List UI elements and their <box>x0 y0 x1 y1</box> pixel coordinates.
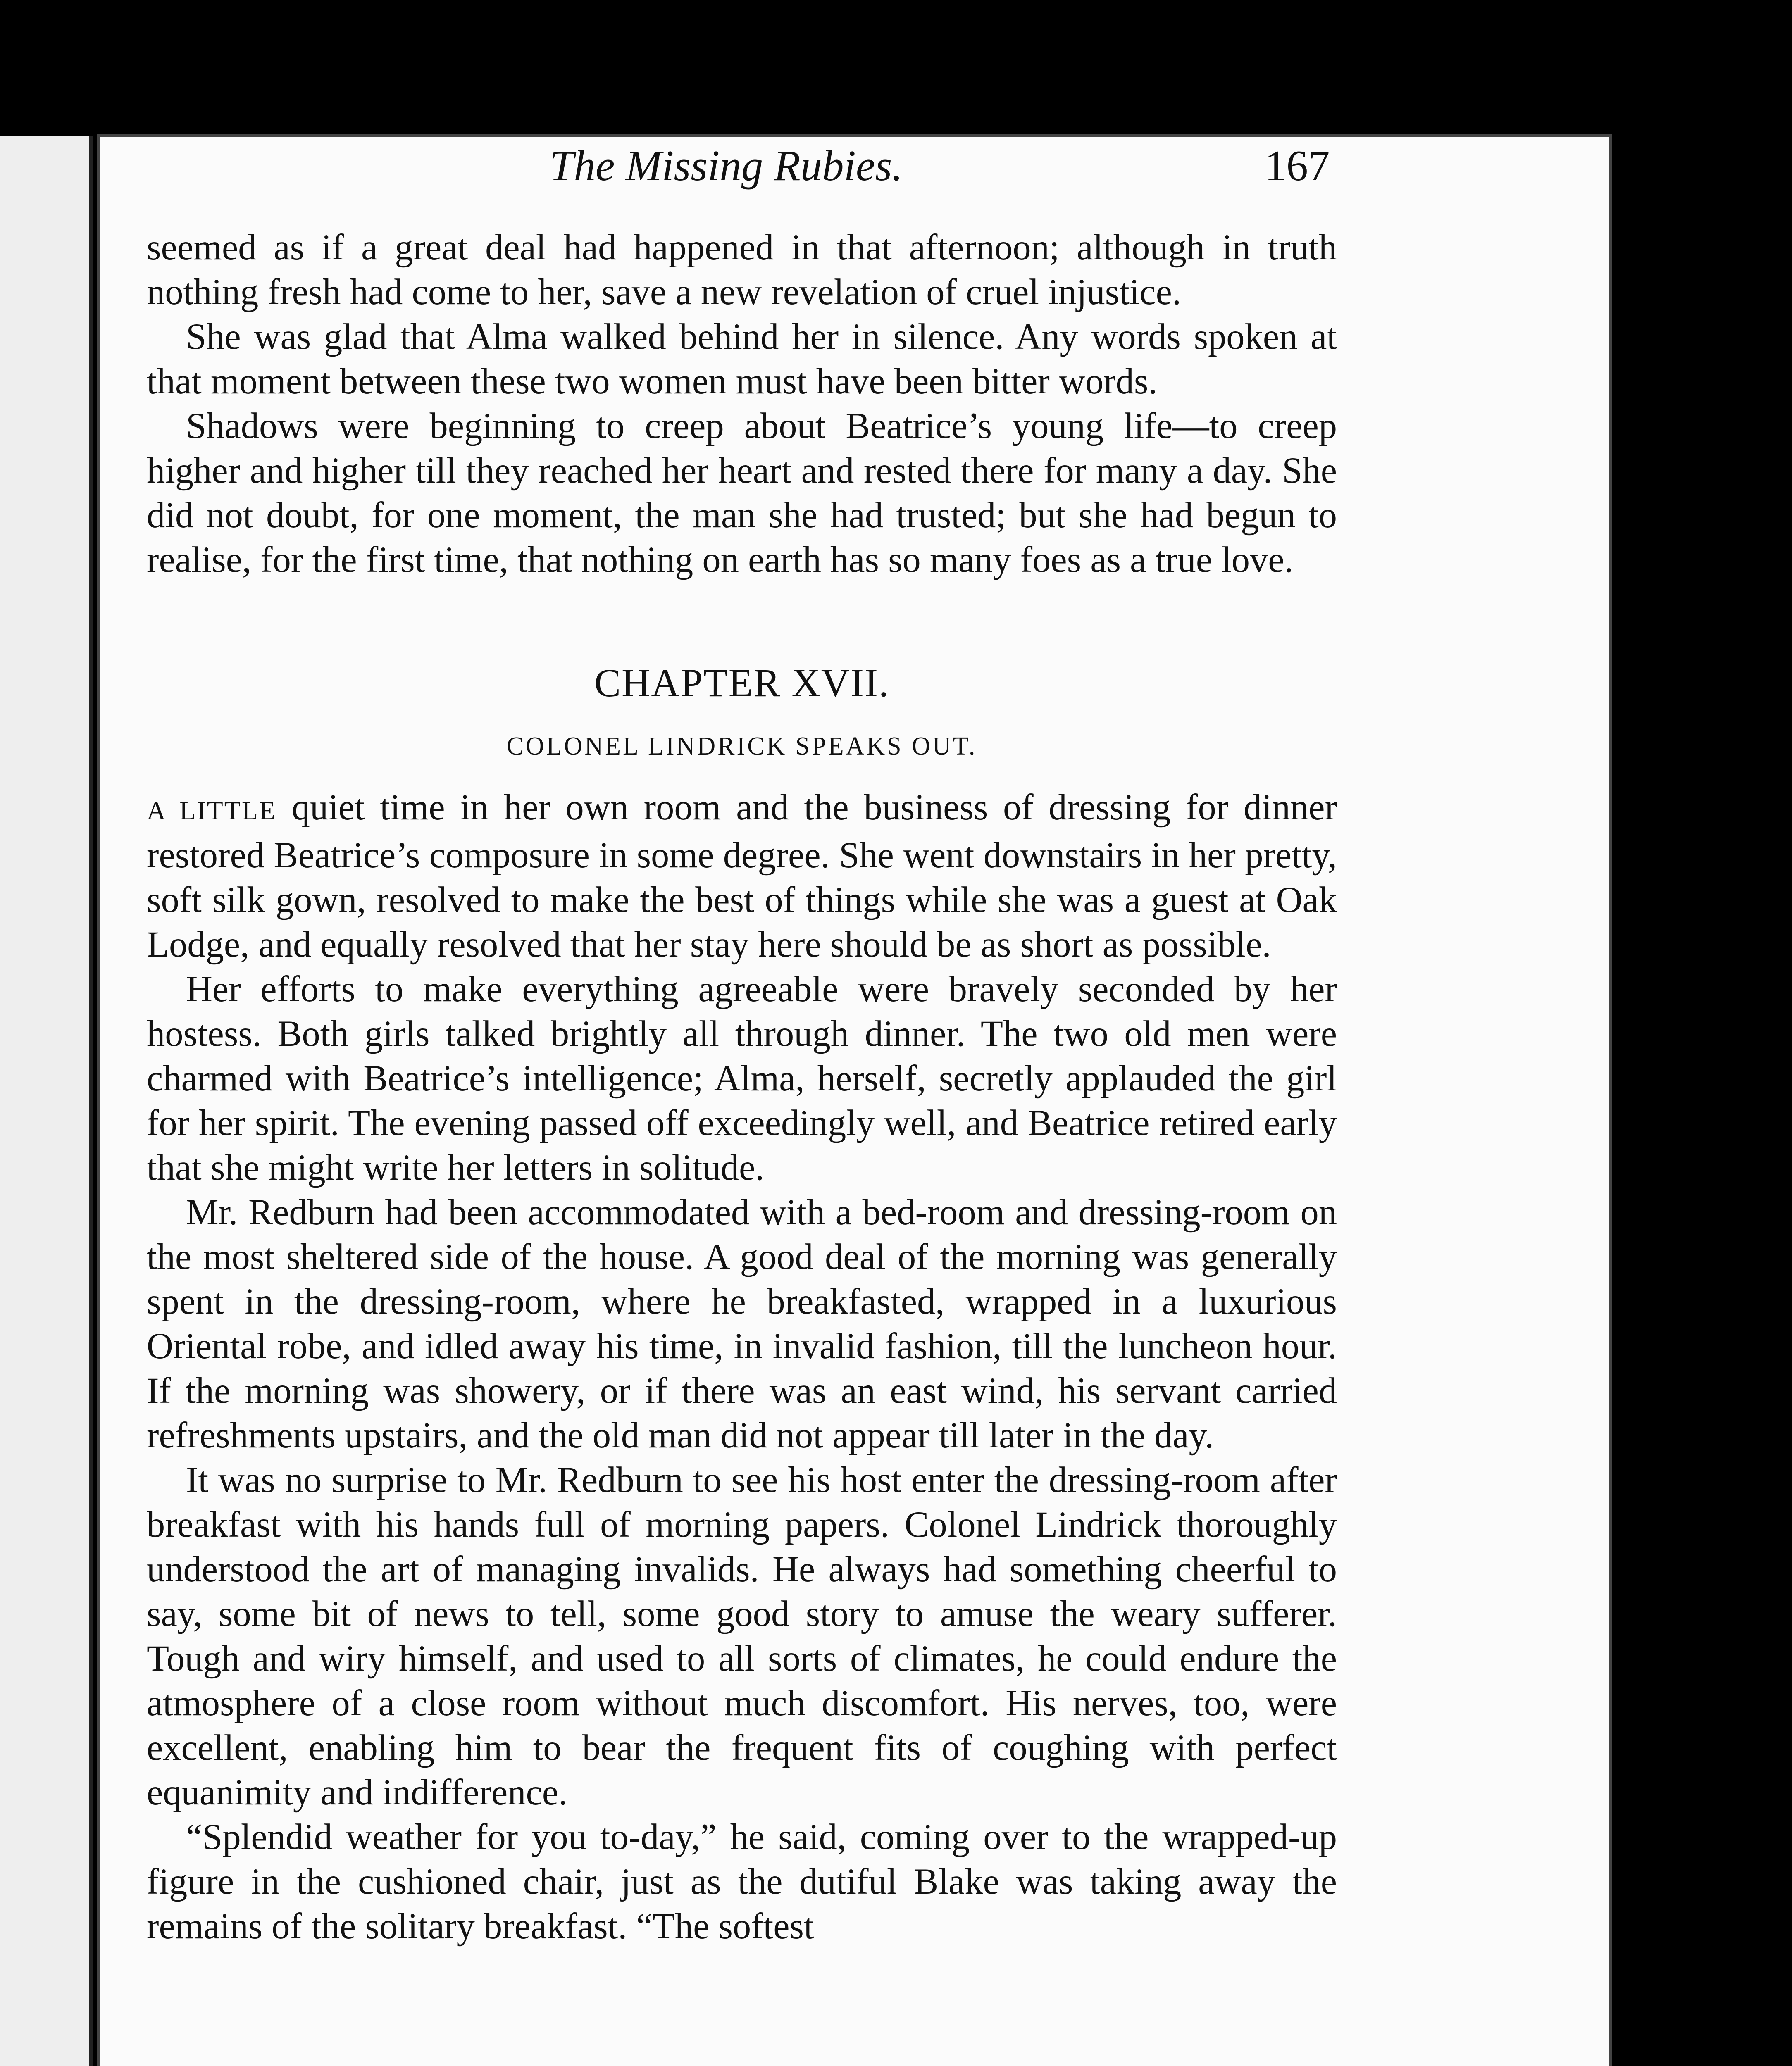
facing-page-edge <box>0 136 93 2066</box>
paragraph: Mr. Redburn had been accommodated with a bed-room and dressing-room on the most sheltered side of the house. A good deal of the morning was generally spent in the dressing-room, where he breakfasted, wrapped in a luxurious Oriental robe, and idled away his time, in invalid fashion, till the luncheon hour. If the morning was showery, or if there was an east wind, his servant carried refreshments upstairs, and the old man did not appear till later in the day. <box>147 1192 1337 1456</box>
paragraph: Shadows were beginning to creep about Beatrice’s young life—to creep higher and higher till they reached her heart and rested there for many a day. She did not doubt, for one moment, the man she had trusted; but she had begun to realise, for the first time, that nothing on earth has so many foes as a true love. <box>147 406 1337 580</box>
paragraph: “Splendid weather for you to-day,” he said, coming over to the wrapped-up figure in the cushioned chair, just as the dutiful Blake was taking away the remains of the solitary breakfast. “The softest <box>147 1817 1337 1947</box>
chapter-subtitle: COLONEL LINDRICK SPEAKS OUT. <box>506 732 977 760</box>
paragraph: Her efforts to make everything agreeable were bravely seconded by her hostess. Both girls talked brightly all through dinner. The two old men were charmed with Beatrice’s intelligence; Alma, herself, secretly applauded the girl for her spirit. The evening passed off exceedingly well, and Beatrice retired early that she might write her letters in solitude. <box>147 969 1337 1188</box>
page-number: 167 <box>1265 141 1330 190</box>
chapter-opening-paragraph <box>147 785 1337 967</box>
chapter-heading: CHAPTER XVII. <box>594 661 889 705</box>
paragraph: It was no surprise to Mr. Redburn to see his host enter the dressing-room after breakfast with his hands full of morning papers. Colonel Lindrick thoroughly understood the art of managing invalids. He always had something cheerful to say, some bit of news to tell, some good story to amuse the weary sufferer. Tough and wiry himself, and used to all sorts of climates, he could endure the atmosphere of a close room without much discomfort. His nerves, too, were excellent, enabling him to bear the frequent fits of coughing with perfect equanimity and indifference. <box>147 1460 1337 1813</box>
running-title: The Missing Rubies. <box>550 141 903 190</box>
paragraph: She was glad that Alma walked behind her in silence. Any words spoken at that moment between these two women must have been bitter words. <box>147 317 1337 402</box>
paragraph: seemed as if a great deal had happened in that afternoon; although in truth nothing fresh had come to her, save a new revelation of cruel injustice. <box>147 227 1337 312</box>
opening-small-caps: A LITTLE <box>147 796 277 825</box>
page-body <box>147 225 1337 1949</box>
opening-text: quiet time in her own room and the business of dressing for dinner restored Beatrice’s composure in some degree. She went downstairs in her pretty, soft silk gown, resolved to make the best of things while she was a guest at Oak Lodge, and equally resolved that her stay here should be as short as possible. <box>147 787 1337 965</box>
